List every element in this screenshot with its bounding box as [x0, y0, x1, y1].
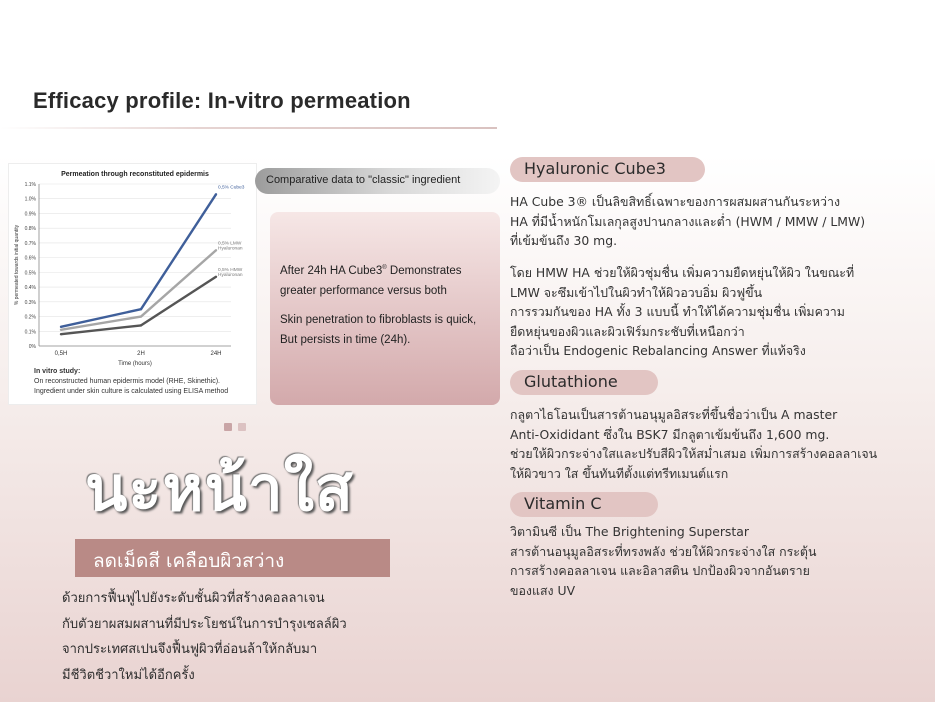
text-line: HA ที่มีน้ำหนักโมเลกุลสูงปานกลางและต่ำ (HWM / MMW / LMW) [510, 213, 866, 229]
text-line: กลูตาไธโอนเป็นสารต้านอนุมูลอิสระที่ขึ้นชื่อว่าเป็น A master [510, 407, 838, 422]
y-tick-label: 0.8% [24, 226, 36, 233]
x-tick-label: 2H [137, 351, 145, 357]
study-line-2: Ingredient under skin culture is calculated using ELISA method [34, 388, 229, 395]
promo-subtitle-banner [75, 539, 390, 577]
series-line [61, 194, 216, 327]
ingredient-name: Vitamin C [524, 494, 602, 513]
data-point [215, 276, 217, 278]
comparative-banner-text: Comparative data to "classic" ingredient [266, 174, 461, 186]
promo-subtitle: ลดเม็ดสี เคลือบผิวสว่าง [93, 550, 285, 572]
chart-title: Permeation through reconstituted epidermis [61, 171, 209, 178]
results-box [270, 212, 500, 405]
text-line: ของแสง UV [510, 582, 576, 598]
title-divider [0, 127, 497, 129]
text-line: LMW จะซึมเข้าไปในผิวทำให้ผิวอวบอิ่ม ผิวฟูขึ้น [510, 284, 763, 300]
x-tick-label: 0,5H [54, 351, 68, 357]
text-line: วิตามินซี เป็น The Brightening Superstar [510, 524, 749, 539]
data-point [60, 329, 62, 331]
text-line: การสร้างคอลลาเจน และอิลาสติน ปกป้องผิวจากอันตราย [510, 563, 810, 578]
data-point [215, 249, 217, 251]
promo-line: กับตัวยาผสมผสานที่มีประโยชน์ในการบำรุงเซลล์ผิว [62, 616, 347, 632]
y-tick-label: 0.3% [24, 299, 36, 306]
ingredient-name: Hyaluronic Cube3 [524, 159, 666, 178]
series-label: Hyaluronan [218, 272, 243, 278]
data-point [215, 193, 217, 195]
y-tick-label: 0.9% [24, 211, 36, 218]
vitamin-c-paragraph [510, 522, 930, 600]
page-title: Efficacy profile: In-vitro permeation [33, 88, 411, 113]
series-label: 0,5% LMW [218, 241, 242, 247]
promo-line: จากประเทศสเปนจึงฟื้นฟูผิวที่อ่อนล้าให้กลับมา [62, 642, 318, 657]
ingredient-name: Glutathione [524, 372, 618, 391]
y-tick-label: 0.4% [24, 285, 36, 292]
text-line: ถือว่าเป็น Endogenic Rebalancing Answer ที่แท้จริง [510, 343, 806, 358]
y-tick-label: 1.0% [24, 196, 36, 203]
text-line: ที่เข้มข้นถึง 30 mg. [510, 233, 618, 248]
data-point [140, 324, 142, 326]
hyaluronic-paragraph-2 [510, 263, 930, 361]
ingredient-pill-vitamin-c [510, 492, 658, 517]
permeation-chart-panel [8, 163, 257, 405]
hyaluronic-paragraph-1 [510, 192, 930, 251]
text-line: ยืดหยุ่นของผิวและผิวเฟิร์มกระชับที่เหนือกว่า [510, 323, 745, 339]
y-tick-label: 0.1% [24, 329, 36, 336]
data-point [140, 315, 142, 317]
text-line: Anti-Oxididant ซึ่งใน BSK7 มีกลูตาเข้มข้นถึง 1,600 mg. [510, 426, 830, 442]
data-point [60, 326, 62, 328]
text-line: สารต้านอนุมูลอิสระที่ทรงพลัง ช่วยให้ผิวกระจ่างใส กระตุ้น [510, 543, 817, 559]
promo-line: ด้วยการฟื้นฟูไปยังระดับชั้นผิวที่สร้างคอลลาเจน [62, 591, 325, 606]
series-label: Hyaluronan [218, 246, 243, 252]
text-line: โดย HMW HA ช่วยให้ผิวชุ่มชื่น เพิ่มความยืดหยุ่นให้ผิว ในขณะที่ [510, 265, 855, 280]
ingredient-pill-hyaluronic [510, 157, 705, 182]
glutathione-paragraph [510, 405, 930, 483]
results-text-2: Skin penetration to fibroblasts is quick, But persists in time (24h). [280, 314, 477, 346]
y-tick-label: 0% [28, 344, 36, 350]
ingredient-pill-glutathione [510, 370, 658, 395]
comparative-banner [255, 168, 500, 194]
text-line: การรวมกันของ HA ทั้ง 3 แบบนี้ ทำให้ได้ความชุ่มชื่น เพิ่มความ [510, 304, 845, 319]
promo-title: นะหน้าใส [85, 452, 354, 525]
text-line: ให้ผิวขาว ใส ขึ้นทันทีตั้งแต่ทรีทเมนต์แรก [510, 465, 729, 481]
text-line: HA Cube 3® เป็นลิขสิทธิ์เฉพาะของการผสมผสานกันระหว่าง [510, 194, 840, 209]
carousel-dot [224, 423, 232, 431]
x-axis-label: Time (hours) [118, 361, 152, 367]
carousel-dot [238, 423, 246, 431]
series-label: 0,5% HMW [218, 267, 243, 273]
text-line: ช่วยให้ผิวกระจ่างใสและปรับสีผิวให้สม่ำเสมอ เพิ่มการสร้างคอลลาเจน [510, 446, 878, 461]
y-tick-label: 0.7% [24, 240, 36, 247]
promo-line: มีชีวิตชีวาใหม่ได้อีกครั้ง [62, 667, 195, 683]
promo-description [62, 586, 422, 688]
study-heading: In vitro study: [34, 368, 81, 375]
study-line-1: On reconstructed human epidermis model (RHE, Skinethic). [34, 378, 220, 385]
y-tick-label: 0.5% [24, 270, 36, 277]
results-text-1: After 24h HA Cube3® Demonstrates greater performance versus both [280, 264, 462, 297]
y-tick-label: 0.2% [24, 314, 36, 321]
data-point [140, 308, 142, 310]
data-point [60, 333, 62, 335]
series-line [61, 250, 216, 330]
series-label: 0,5% Cube3 [218, 185, 245, 191]
y-axis-label: % permeated towards initial quantity [14, 224, 20, 306]
y-tick-label: 0.6% [24, 255, 36, 262]
x-tick-label: 24H [210, 351, 222, 357]
y-tick-label: 1.1% [24, 182, 36, 188]
